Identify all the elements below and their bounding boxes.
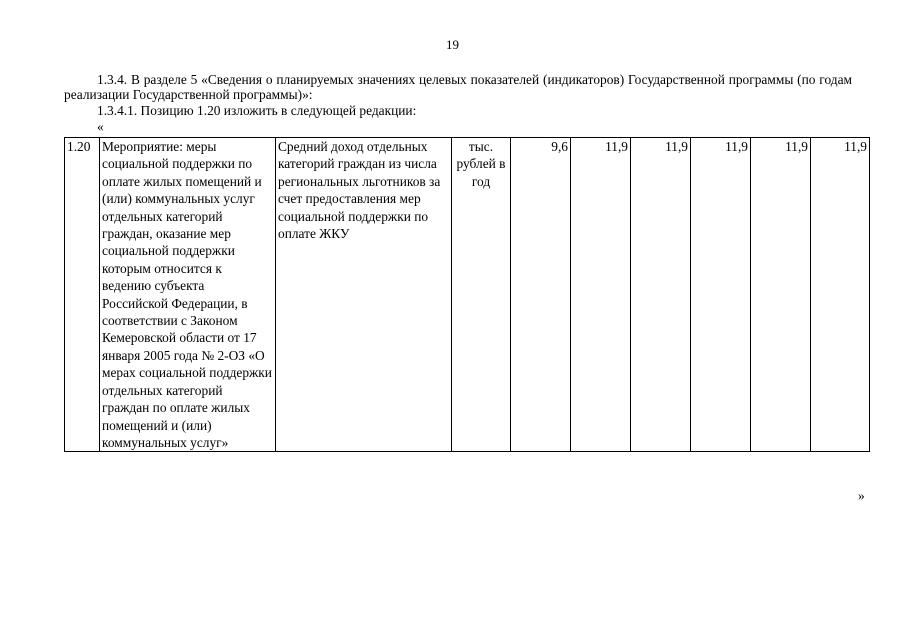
indicator-table [64,137,870,452]
paragraph-position-instruction: 1.3.4.1. Позицию 1.20 изложить в следующей редакции: [97,103,417,118]
value-cell: 11,9 [751,138,811,452]
table-row [65,138,870,452]
value-cell: 9,6 [511,138,571,452]
paragraph-section-5-heading: 1.3.4. В разделе 5 «Сведения о планируемых значениях целевых показателей (индикаторов) Государственной программы (по годам реализации Государственной программы)»: [64,72,852,102]
value-cell: 11,9 [691,138,751,452]
value-cell: 11,9 [571,138,631,452]
page-number: 19 [446,37,459,52]
indicator-cell: Средний доход отдельных категорий граждан из числа региональных льготников за счет предоставления мер социальной поддержки по оплате ЖКУ [276,138,452,452]
measure-cell: Мероприятие: меры социальной поддержки по оплате жилых помещений и (или) коммунальных услуг отдельных категорий граждан, оказание мер социальной поддержки которым относится к ведению субъекта Российской Федерации, в соответствии с Законом Кемеровской области от 17 января 2005 года № 2-ОЗ «О мерах социальной поддержки отдельных категорий граждан по оплате жилых помещений и (или) коммунальных услуг» [100,138,276,452]
row-number-cell: 1.20 [65,138,100,452]
unit-cell: тыс. рублей в год [452,138,511,452]
closing-quote-mark: » [858,488,865,503]
value-cell: 11,9 [631,138,691,452]
opening-quote-mark: « [97,119,104,134]
value-cell: 11,9 [811,138,870,452]
